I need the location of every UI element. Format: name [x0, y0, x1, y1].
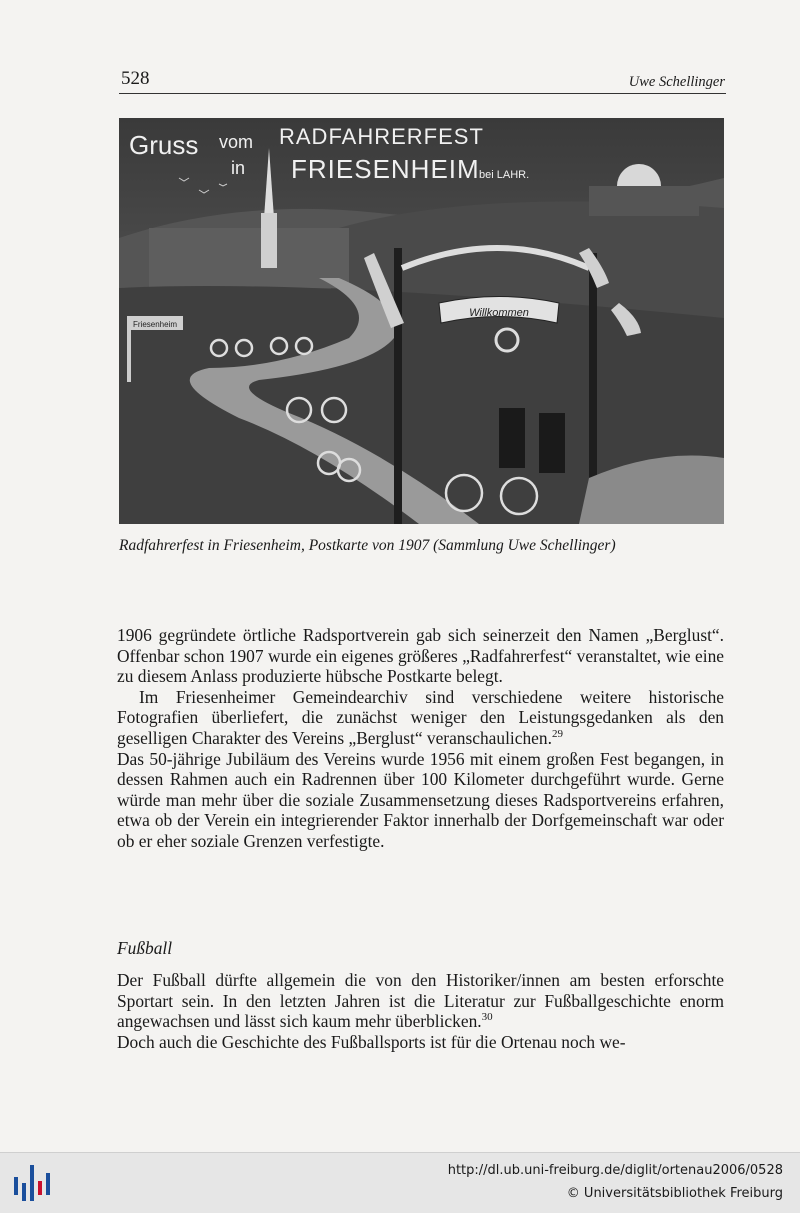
postcard-title-bei-lahr: bei LAHR.: [479, 169, 530, 181]
banner-text: Willkommen: [469, 307, 529, 319]
figure-caption: Radfahrerfest in Friesenheim, Postkarte von 1907 (Sammlung Uwe Schellinger): [119, 537, 616, 554]
footnote-ref-30: 30: [481, 1011, 493, 1024]
paragraph-1: 1906 gegründete örtliche Radsportverein gab sich seinerzeit den Namen „Berglust“. Offenbar schon 1907 wurde ein eigenes größeres „Radfahrerfest“ veranstaltet, wie eine zu diesem Anlass produzierte hübsche Postkarte belegt.: [117, 625, 724, 687]
paragraph-2: [117, 687, 724, 749]
copyright-notice: © Universitätsbibliothek Freiburg: [566, 1186, 783, 1201]
postcard-image: [119, 118, 724, 524]
footnote-ref-29: 29: [551, 728, 563, 741]
paragraph-4-text: Der Fußball dürfte allgemein die von den Historiker/innen am besten erforschte Sportart sein. In den letzten Jahren ist die Literatur zur Fußballgeschichte enorm angewachsen und lässt sich kaum mehr überblicken.: [117, 970, 724, 1032]
document-url-link[interactable]: http://dl.ub.uni-freiburg.de/diglit/ortenau2006/0528: [447, 1163, 783, 1178]
section-heading-fussball: Fußball: [117, 938, 173, 958]
postcard-title-radfahrerfest: RADFAHRERFEST: [279, 124, 484, 149]
body-text-upper: [117, 625, 724, 852]
paragraph-2-text: Im Friesenheimer Gemeindearchiv sind verschiedene weitere historische Fotografien überliefert, die zunächst weniger den Leistungsgedanken als den geselligen Charakter des Vereins „Berglust“ veranschaulichen.: [117, 686, 724, 748]
postcard-title-gruss: Gruss: [129, 130, 199, 160]
postcard-illustration: [119, 118, 724, 524]
paragraph-4: [117, 970, 724, 1032]
paragraph-5: Doch auch die Geschichte des Fußballsports ist für die Ortenau noch we-: [117, 1031, 626, 1052]
signpost-text: Friesenheim: [132, 320, 178, 329]
postcard-title-friesenheim: FRIESENHEIM: [291, 154, 480, 184]
ub-freiburg-logo-icon[interactable]: [10, 1163, 54, 1205]
paragraph-3: Das 50-jährige Jubiläum des Vereins wurde 1956 mit einem großen Fest begangen, in dessen Rahmen auch ein Radrennen über 100 Kilometer durchgeführt wurde. Gerne würde man mehr über die soziale Zusammensetzung dieses Radsportvereins erfahren, etwa ob der Verein ein integrierender Faktor innerhalb der Dorfgemeinschaft war oder ob er eher soziale Grenzen verfestigte.: [117, 748, 724, 851]
header-rule: [119, 93, 726, 94]
postcard-title-vom: vom: [219, 132, 254, 152]
viewer-footer-bar: [0, 1152, 800, 1213]
body-text-lower: [117, 970, 724, 1052]
postcard-title-in: in: [231, 158, 246, 178]
running-header-author: Uwe Schellinger: [628, 74, 725, 90]
page-number: 528: [121, 68, 150, 89]
